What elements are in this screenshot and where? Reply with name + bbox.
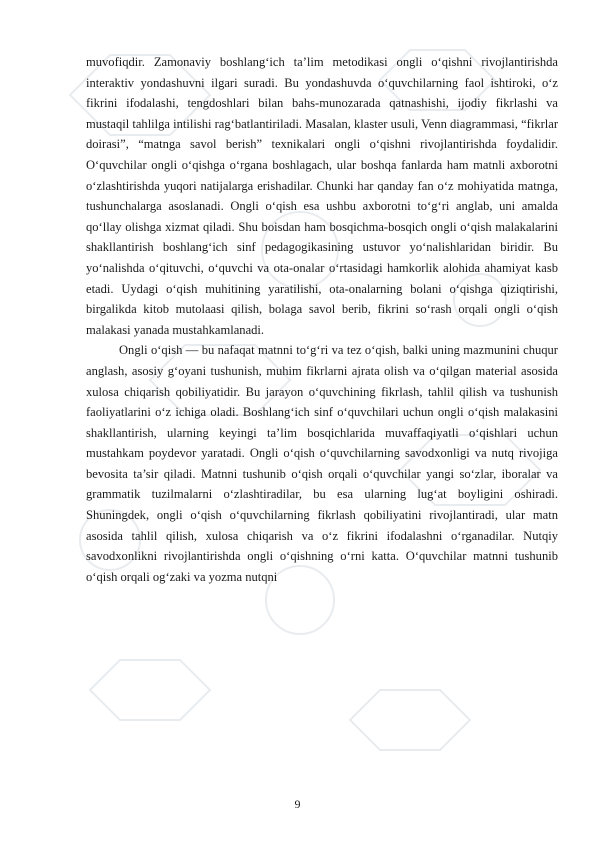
page-number: 9 (294, 797, 301, 811)
document-body (86, 52, 558, 587)
paragraph: muvofiqdir. Zamonaviy boshlang‘ich ta’lim metodikasi ongli o‘qishni rivojlantirishda interaktiv yondashuvni ilgari suradi. Bu yondashuvda o‘quvchilarning faol ishtiroki, o‘z fikrini ifodalashi, tengdoshlari bilan bahs-munozarada qatnashishi, ijodiy fikrlashi va mustaqil tahlilga intilishi rag‘batlantiriladi. Masalan, klaster usuli, Venn diagrammasi, “fikrlar doirasi”, “matnga savol berish” texnikalari ongli o‘qishni rivojlantirishda foydalidir. O‘quvchilar ongli o‘qishga o‘rgana boshlagach, ular boshqa fanlarda ham matnli axborotni o‘zlashtirishda yuqori natijalarga erishadilar. Chunki har qanday fan o‘z mohiyatida matnga, tushunchalarga asoslanadi. Ongli o‘qish esa ushbu axborotni to‘g‘ri anglab, uni amalda qo‘llay olishga xizmat qiladi. Shu boisdan ham bosqichma-bosqich ongli o‘qish malakalarini shakllantirish boshlang‘ich sinf pedagogikasining ustuvor yo‘nalishlaridan biridir. Bu yo‘nalishda o‘qituvchi, o‘quvchi va ota-onalar o‘rtasidagi hamkorlik alohida ahamiyat kasb etadi. Uydagi o‘qish muhitining yaratilishi, ota-onalarning bolani o‘qishga qiziqtirishi, birgalikda kitob mutolaasi qilish, bolaga savol berib, fikrini so‘rash orqali ongli o‘qish malakasi yanada mustahkamlanadi. (86, 55, 558, 337)
paragraph: Ongli o‘qish — bu nafaqat matnni to‘g‘ri va tez o‘qish, balki uning mazmunini chuqur anglash, asosiy g‘oyani tushunish, muhim fikrlarni ajrata olish va o‘qilgan material asosida xulosa chiqarish qobiliyatidir. Bu jarayon o‘quvchining fikrlash, tahlil qilish va tushunish faoliyatlarini o‘z ichiga oladi. Boshlang‘ich sinf o‘quvchilari uchun ongli o‘qish malakasini shakllantirish, ularning keyingi ta’lim bosqichlarida muvaffaqiyatli o‘qishlari uchun mustahkam poydevor yaratadi. Ongli o‘qish o‘quvchilarning savodxonligi va nutq rivojiga bevosita ta’sir qiladi. Matnni tushunib o‘qish orqali o‘quvchilar yangi so‘zlar, iboralar va grammatik tuzilmalarni o‘zlashtiradilar, bu esa ularning lug‘at boyligini oshiradi. Shuningdek, ongli o‘qish o‘quvchilarning fikrlash qobiliyatini rivojlantiradi, ular matn asosida tahlil qilish, xulosa chiqarish va o‘z fikrini ifodalashni o‘rganadilar. Nutqiy savodxonlikni rivojlantirishda ongli o‘qishning o‘rni katta. O‘quvchilar matnni tushunib o‘qish orqali og‘zaki va yozma nutqni (86, 343, 558, 584)
